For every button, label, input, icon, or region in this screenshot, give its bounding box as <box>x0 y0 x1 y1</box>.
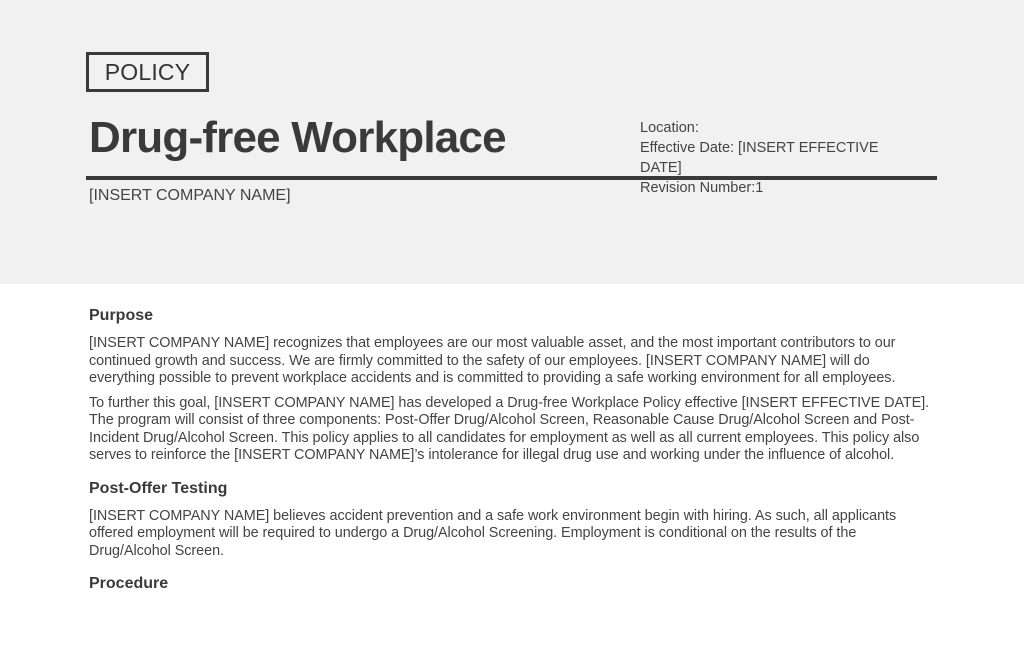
paragraph: To further this goal, [INSERT COMPANY NAME] has developed a Drug-free Workplace Policy effective [INSERT EFFECTIVE DATE]. The program will consist of three components: Post-Offer Drug/Alcohol Screen, Reasonable Cause Drug/Alcohol Screen and Post-Incident Drug/Alcohol Screen. This policy applies to all candidates for employment as well as all current employees. This policy also serves to reinforce the [INSERT COMPANY NAME]’s intolerance for illegal drug use and working under the influence of alcohol. <box>89 394 930 463</box>
section-heading: Post-Offer Testing <box>89 479 228 497</box>
section-heading: Purpose <box>89 307 154 324</box>
section-procedure <box>89 574 934 594</box>
paragraph: [INSERT COMPANY NAME] recognizes that employees are our most valuable asset, and the most important contributors to our continued growth and success. We are firmly committed to the safety of our employees. [INSERT COMPANY NAME] will do everything possible to prevent workplace accidents and is committed to providing a safe working environment for all employees. <box>89 335 896 386</box>
section-purpose <box>89 306 934 465</box>
document-body <box>89 306 934 608</box>
section-post-offer-testing <box>89 479 934 561</box>
document-title: Drug-free Workplace <box>89 113 506 162</box>
policy-badge <box>86 52 209 92</box>
policy-badge-label: POLICY <box>104 58 191 85</box>
meta-revision-number: Revision Number:1 <box>640 180 764 196</box>
section-heading: Procedure <box>89 575 169 592</box>
meta-location: Location: <box>640 120 699 136</box>
meta-effective-date: Effective Date: [INSERT EFFECTIVE DATE] <box>640 140 879 176</box>
document-meta <box>640 118 910 198</box>
company-name: [INSERT COMPANY NAME] <box>89 187 291 204</box>
paragraph: [INSERT COMPANY NAME] believes accident prevention and a safe work environment begin with hiring. As such, all applicants offered employment will be required to undergo a Drug/Alcohol Screening. Employment is conditional on the results of the Drug/Alcohol Screen. <box>89 507 897 559</box>
